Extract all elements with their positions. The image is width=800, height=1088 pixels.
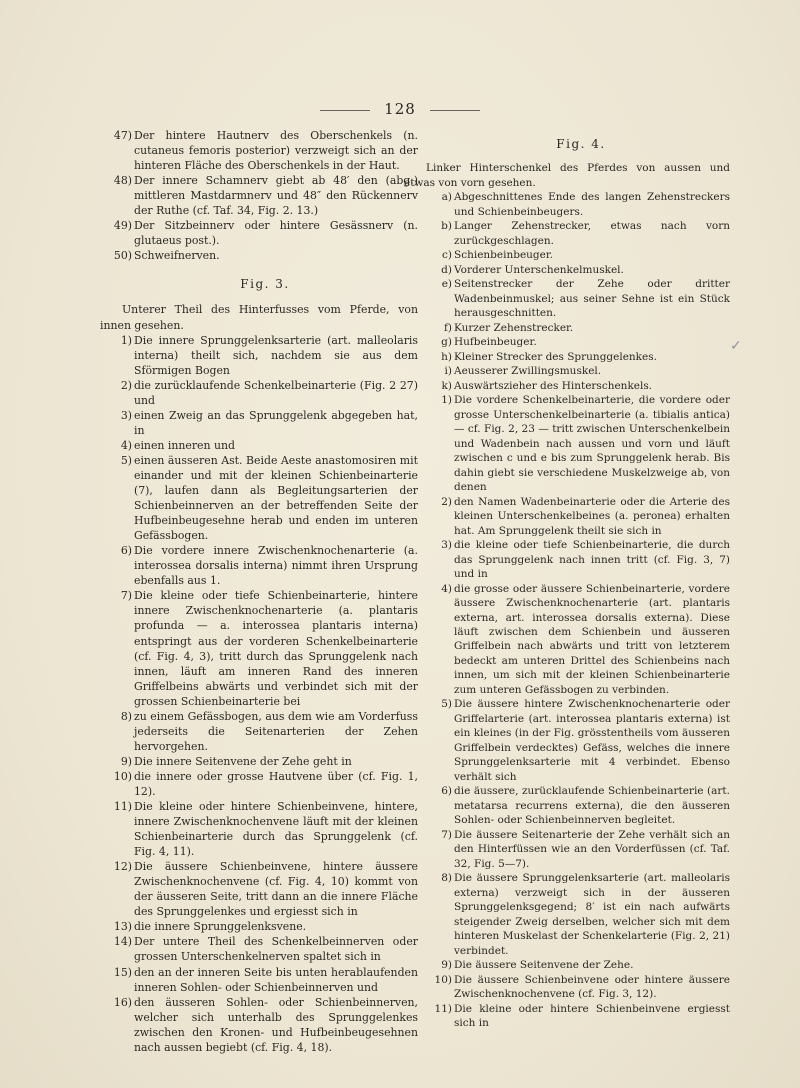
item-number: 7) xyxy=(120,589,132,603)
right-column xyxy=(404,137,730,1031)
list-item xyxy=(112,378,418,408)
item-text: Kurzer Zehenstrecker. xyxy=(454,321,574,334)
item-number: f) xyxy=(444,321,452,334)
item-text: die kleine oder tiefe Schienbeinarterie, die durch das Sprunggelenk nach innen tritt (cf. Fig. 3, 7) und in xyxy=(454,539,730,581)
item-number: 1) xyxy=(441,394,452,407)
item-text: Der untere Theil des Schenkelbeinnerven oder grossen Unterschenkelnerven spaltet sich in xyxy=(134,935,418,964)
item-number: k) xyxy=(441,379,452,392)
item-text: Schienbeinbeuger. xyxy=(454,249,554,262)
list-item xyxy=(112,333,418,378)
item-number: i) xyxy=(444,365,452,378)
item-number: 5) xyxy=(441,698,452,711)
item-text: Abgeschnittenes Ende des langen Zehenstreckers und Schienbeinbeugers. xyxy=(454,191,730,218)
item-number: 2) xyxy=(120,378,132,392)
list-item xyxy=(112,995,418,1055)
item-number: g) xyxy=(441,336,452,349)
item-text: Schweifnerven. xyxy=(134,249,220,263)
list-item xyxy=(432,248,730,262)
item-number: 6) xyxy=(441,785,452,798)
list-item xyxy=(112,218,418,248)
item-text: Die kleine oder tiefe Schienbeinarterie, hintere innere Zwischenknochenarterie (a. plantaris profunda — a. interossea plantaris interna) entspringt aus der vorderen Schenkelbeinarterie (cf. Fig. 4, 3), tritt durch das Sprunggelenk nach innen, läuft am inneren Rand des inneren Griffelbeins abwärts und verbindet sich mit der grossen Schienbeinarterie bei xyxy=(134,589,418,708)
item-number: d) xyxy=(441,263,452,276)
list-item xyxy=(432,321,730,335)
item-number: 49) xyxy=(113,219,132,233)
item-text: die innere oder grosse Hautvene über (cf. Fig. 1, 12). xyxy=(134,769,418,798)
item-text: Auswärtszieher des Hinterschenkels. xyxy=(454,379,653,392)
item-text: Die kleine oder hintere Schienbeinvene, hintere, innere Zwischenknochenvene läuft mit der kleinen Schienbeinarterie durch das Sprunggelenk (cf. Fig. 4, 11). xyxy=(134,800,418,859)
figure-4-intro: Linker Hinterschenkel des Pferdes von aussen und etwas von vorn gesehen. xyxy=(404,162,730,189)
item-number: 10) xyxy=(113,769,132,783)
item-text: den Namen Wadenbeinarterie oder die Arterie des kleinen Unterschenkelbeines (a. peronea) erhalten hat. Am Sprunggelenk theilt sie sich in xyxy=(454,495,730,537)
item-text: den an der inneren Seite bis unten herablaufenden inneren Sohlen- oder Schienbeinnerven und xyxy=(134,965,418,994)
item-text: Die äussere Schienbeinvene oder hintere äussere Zwischenknochenvene (cf. Fig. 3, 12). xyxy=(454,973,730,1001)
item-number: 9) xyxy=(120,754,132,768)
item-number: a) xyxy=(441,191,452,204)
list-item xyxy=(432,538,730,581)
item-text: Der hintere Hautnerv des Oberschenkels (n. cutaneus femoris posterior) verzweigt sich an der hinteren Fläche des Oberschenkels in der Haut. xyxy=(134,129,418,173)
item-number: 48) xyxy=(113,174,132,188)
item-number: c) xyxy=(442,249,452,262)
list-item xyxy=(432,393,730,494)
item-text: Kleiner Strecker des Sprunggelenkes. xyxy=(454,350,657,363)
figure-3-entries xyxy=(112,333,418,1055)
item-number: 4) xyxy=(441,582,452,595)
list-item xyxy=(432,350,730,364)
item-number: 3) xyxy=(441,539,452,552)
item-text: die grosse oder äussere Schienbeinarterie, vordere äussere Zwischenknochenarterie (art. plantaris externa, art. interossea dorsalis externa). Diese läuft zwischen dem Schienbein und äusseren Griffelbein nach abwärts und tritt von letzterem bedeckt am unteren Drittel des Schienbeins nach innen, um sich mit der kleinen Schienbeinarterie zum unteren Gefässbogen zu verbinden. xyxy=(454,582,730,696)
list-item xyxy=(112,934,418,964)
item-text: Der innere Schamnerv giebt ab 48′ den (abg.) mittleren Mastdarmnerv und 48″ den Rückennerv der Ruthe (cf. Taf. 34, Fig. 2. 13.) xyxy=(134,174,418,218)
item-number: 8) xyxy=(120,709,132,723)
list-item xyxy=(432,973,730,1002)
item-number: 13) xyxy=(113,920,132,934)
item-number: 1) xyxy=(120,333,132,347)
item-text: Die äussere Sprunggelenksarterie (art. malleolaris externa) verzweigt sich in der äusseren Sprunggelenksgegend; 8′ ist ein nach aufwärts steigender Zweig derselben, welcher sich mit dem hinteren Muskelast der Schenkelarterie (Fig. 2, 21) verbindet. xyxy=(454,872,730,957)
list-item xyxy=(112,438,418,453)
list-item xyxy=(432,190,730,219)
item-text: Die kleine oder hintere Schienbeinvene ergiesst sich in xyxy=(454,1002,730,1030)
margin-mark-icon: ✓ xyxy=(730,338,742,354)
item-number: b) xyxy=(441,220,452,233)
list-item xyxy=(432,379,730,393)
item-text: Der Sitzbeinnerv oder hintere Gesässnerv (n. glutaeus post.). xyxy=(134,219,418,248)
list-item xyxy=(112,408,418,438)
item-text: Die innere Seitenvene der Zehe geht in xyxy=(134,754,352,768)
list-item xyxy=(112,173,418,218)
item-text: Die vordere Schenkelbeinarterie, die vordere oder grosse Unterschenkelbeinarterie (a. tibialis antica) — cf. Fig. 2, 23 — tritt zwischen Unterschenkelbein und Wadenbein nach aussen und vorn und läuft zwischen c und e bis zum Sprunggelenk herab. Bis dahin giebt sie verschiedene Muskelzweige ab, von denen xyxy=(454,394,730,494)
item-number: 2) xyxy=(441,495,452,508)
figure-3-intro: Unterer Theil des Hinterfusses vom Pferde, von innen gesehen. xyxy=(100,303,418,332)
figure-3-title: Fig. 3. xyxy=(240,277,290,292)
list-item xyxy=(432,1002,730,1031)
item-number: 15) xyxy=(113,965,132,979)
item-number: 7) xyxy=(441,828,452,841)
item-text: Die innere Sprunggelenksarterie (art. malleolaris interna) theilt sich, nachdem sie aus dem Sförmigen Bogen xyxy=(134,333,418,377)
list-item xyxy=(112,859,418,919)
list-item xyxy=(112,754,418,769)
list-item xyxy=(112,965,418,995)
item-number: 12) xyxy=(113,860,132,874)
left-top-entries xyxy=(112,128,418,263)
list-item xyxy=(112,128,418,173)
item-text: die äussere, zurücklaufende Schienbeinarterie (art. metatarsa recurrens externa), die den äusseren Sohlen- oder Schienbeinnerven begleitet. xyxy=(454,785,730,827)
list-item xyxy=(432,335,730,349)
list-item xyxy=(432,263,730,277)
item-text: den äusseren Sohlen- oder Schienbeinnerven, welcher sich unterhalb des Sprunggelenkes zwischen den Kronen- und Hufbeinbeugesehnen nach aussen begiebt (cf. Fig. 4, 18). xyxy=(134,995,418,1054)
list-item xyxy=(432,495,730,538)
list-item xyxy=(112,453,418,543)
list-item xyxy=(112,919,418,934)
item-number: h) xyxy=(441,350,452,363)
list-item xyxy=(432,784,730,827)
list-item xyxy=(432,364,730,378)
item-text: zu einem Gefässbogen, aus dem wie am Vorderfuss jederseits die Seitenarterien der Zehen hervorgehen. xyxy=(134,709,418,753)
list-item xyxy=(432,958,730,972)
item-text: einen Zweig an das Sprunggelenk abgegeben hat, in xyxy=(134,408,418,437)
header-rule-left xyxy=(320,110,370,111)
item-text: Langer Zehenstrecker, etwas nach vorn zurückgeschlagen. xyxy=(454,220,730,247)
item-text: einen äusseren Ast. Beide Aeste anastomosiren mit einander und mit der kleinen Schienbeinarterie (7), laufen dann als Begleitungsarterien der Schienbeinnerven an der betreffenden Seite der Hufbeinbeugesehne herab und enden im unteren Gefässbogen. xyxy=(134,453,418,543)
item-text: Hufbeinbeuger. xyxy=(454,336,537,349)
item-text: Die äussere Seitenvene der Zehe. xyxy=(454,959,634,972)
header-rule-right xyxy=(430,110,480,111)
list-item xyxy=(112,709,418,754)
list-item xyxy=(112,799,418,859)
figure-4-letter-entries xyxy=(432,190,730,393)
list-item xyxy=(432,219,730,248)
left-column xyxy=(100,128,418,1055)
page-header xyxy=(0,100,800,118)
item-number: 9) xyxy=(441,959,452,972)
item-number: 50) xyxy=(113,249,132,263)
page-number: 128 xyxy=(384,100,416,118)
list-item xyxy=(432,871,730,958)
list-item xyxy=(112,769,418,799)
item-text: einen inneren und xyxy=(134,438,235,452)
list-item xyxy=(112,248,418,263)
item-number: 14) xyxy=(113,935,132,949)
item-text: Aeusserer Zwillingsmuskel. xyxy=(454,365,602,378)
figure-4-title: Fig. 4. xyxy=(556,137,606,151)
item-text: Die äussere Schienbeinvene, hintere äussere Zwischenknochenvene (cf. Fig. 4, 10) kommt von der äusseren Seite, tritt dann an die innere Fläche des Sprunggelenkes und ergiesst sich in xyxy=(134,860,418,919)
item-number: 10) xyxy=(434,973,452,986)
item-number: 11) xyxy=(434,1002,452,1015)
item-number: 8) xyxy=(441,872,452,885)
item-number: 11) xyxy=(113,800,132,814)
list-item xyxy=(112,588,418,708)
item-text: die zurücklaufende Schenkelbeinarterie (Fig. 2 27) und xyxy=(134,378,418,407)
item-number: 47) xyxy=(113,129,132,142)
item-number: e) xyxy=(441,278,452,291)
list-item xyxy=(432,828,730,871)
list-item xyxy=(432,277,730,320)
item-text: Die äussere Seitenarterie der Zehe verhält sich an den Hinterfüssen wie an den Vorderfüssen (cf. Taf. 32, Fig. 5—7). xyxy=(454,828,730,870)
item-number: 4) xyxy=(120,438,132,452)
item-number: 5) xyxy=(120,453,132,467)
list-item xyxy=(432,582,730,698)
item-text: Die äussere hintere Zwischenknochenarterie oder Griffelarterie (art. interossea plantaris externa) ist ein kleines (in der Fig. grösstentheils vom äusseren Griffelbein verdecktes) Gefäss, welches die innere Sprunggelenksarterie mit 4 verbindet. Ebenso verhält sich xyxy=(454,698,730,783)
list-item xyxy=(112,543,418,588)
item-text: die innere Sprunggelenksvene. xyxy=(134,920,307,934)
list-item xyxy=(432,697,730,784)
figure-4-entries xyxy=(432,393,730,1030)
item-number: 16) xyxy=(113,995,132,1009)
item-text: Seitenstrecker der Zehe oder dritter Wadenbeinmuskel; aus seiner Sehne ist ein Stück herausgeschnitten. xyxy=(454,278,730,320)
item-number: 3) xyxy=(120,408,132,422)
item-text: Vorderer Unterschenkelmuskel. xyxy=(454,263,624,276)
item-text: Die vordere innere Zwischenknochenarterie (a. interossea dorsalis interna) nimmt ihren Ursprung ebenfalls aus 1. xyxy=(134,544,418,588)
item-number: 6) xyxy=(120,544,132,558)
